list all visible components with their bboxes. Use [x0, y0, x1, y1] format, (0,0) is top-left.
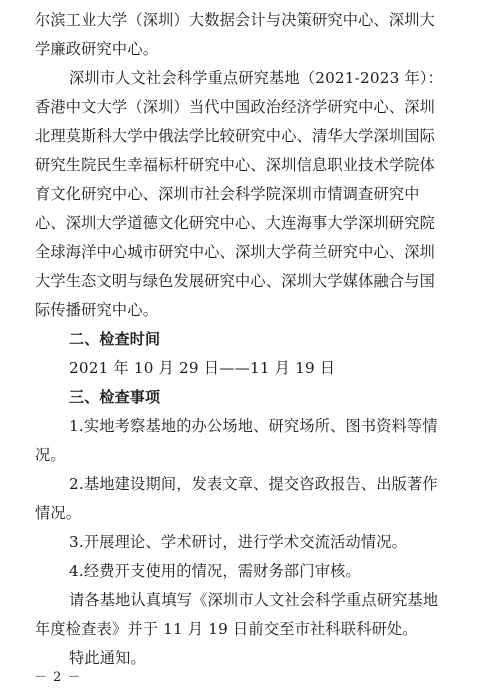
body-line: 育文化研究中心、深圳市社会科学院深圳市情调查研究中 — [35, 185, 420, 203]
body-line: 年度检查表》并于 11 月 19 日前交至市社科联科研处。 — [35, 620, 418, 638]
body-line: 香港中文大学（深圳）当代中国政治经济学研究中心、深圳 — [35, 98, 436, 116]
body-line: 大学生态文明与绿色发展研究中心、深圳大学媒体融合与国 — [35, 272, 436, 290]
body-line: 请各基地认真填写《深圳市人文社会科学重点研究基地 — [69, 591, 439, 609]
body-line: 际传播研究中心。 — [35, 301, 159, 319]
body-line: 2021 年 10 月 29 日——11 月 19 日 — [69, 359, 336, 377]
body-line: 况。 — [35, 446, 66, 464]
body-line: 尔滨工业大学（深圳）大数据会计与决策研究中心、深圳大 — [35, 11, 436, 29]
body-line: 深圳市人文社会科学重点研究基地（2021-2023 年）： — [69, 69, 444, 87]
body-line: 全球海洋中心城市研究中心、深圳大学荷兰研究中心、深圳 — [35, 243, 436, 261]
body-line: 学廉政研究中心。 — [35, 40, 159, 58]
body-line: 心、深圳大学道德文化研究中心、大连海事大学深圳研究院 — [35, 214, 436, 232]
body-line: 情况。 — [35, 504, 82, 522]
body-line: 研究生院民生幸福标杆研究中心、深圳信息职业技术学院体 — [35, 156, 436, 174]
section-heading-items: 三、检查事项 — [69, 388, 161, 406]
section-heading-time: 二、检查时间 — [69, 330, 161, 348]
page-number: － 2 － — [34, 670, 82, 685]
body-line: 1.实地考察基地的办公场地、研究场所、图书资料等情 — [69, 417, 438, 435]
body-line: 2.基地建设期间，发表文章、提交咨政报告、出版著作 — [69, 475, 438, 493]
body-line: 3.开展理论、学术研讨，进行学术交流活动情况。 — [69, 533, 408, 551]
body-line: 北理莫斯科大学中俄法学比较研究中心、清华大学深圳国际 — [35, 127, 436, 145]
body-line: 特此通知。 — [69, 649, 146, 667]
body-line: 4.经费开支使用的情况，需财务部门审核。 — [69, 562, 361, 580]
